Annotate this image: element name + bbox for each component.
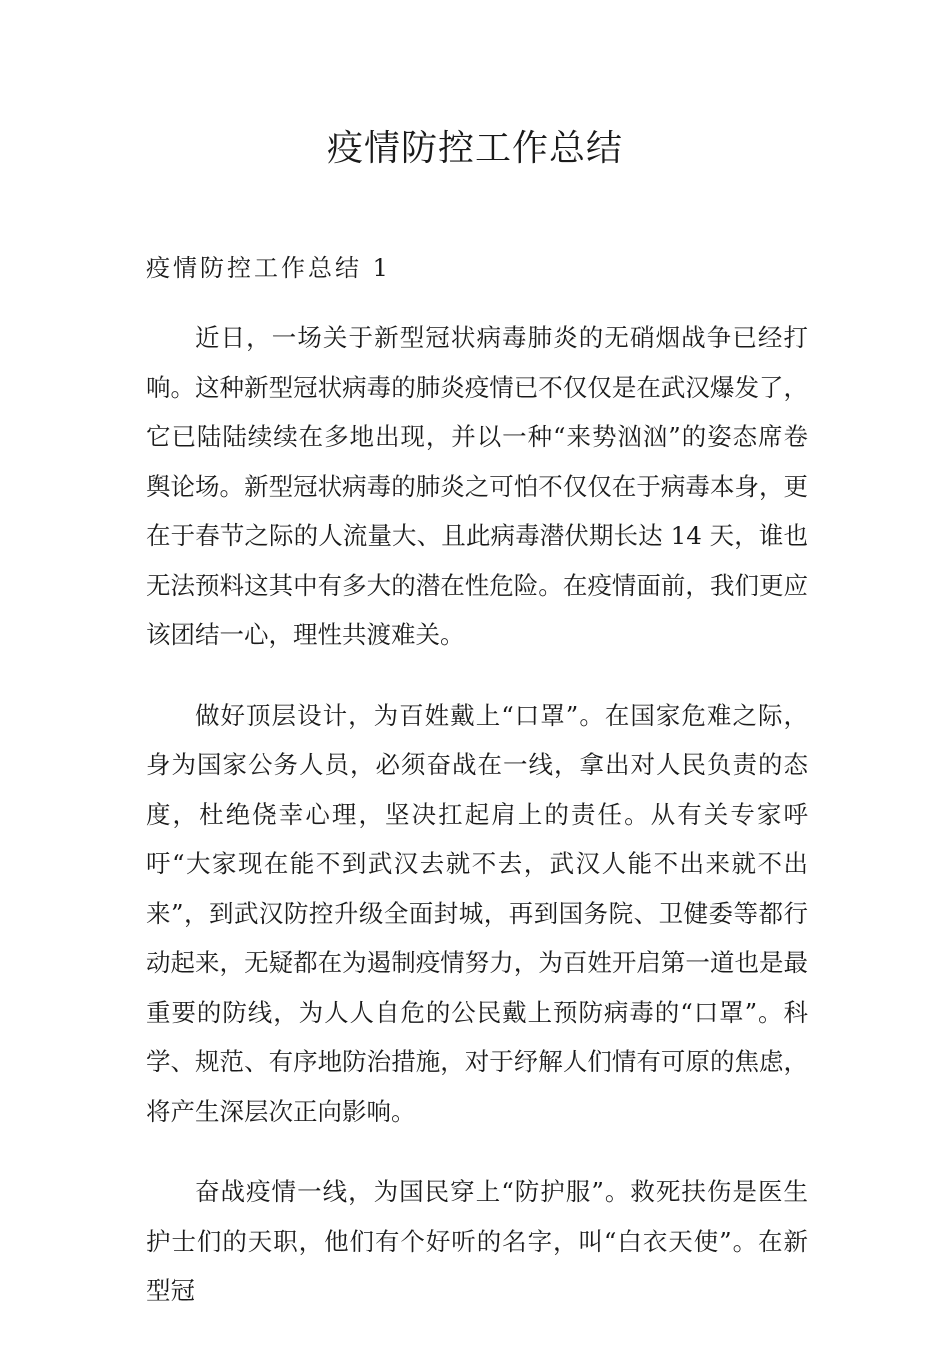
document-body: [146, 313, 808, 1347]
paragraph-3: 奋战疫情一线，为国民穿上“防护服”。救死扶伤是医生护士们的天职，他们有个好听的名字，叫“白衣天使”。在新型冠: [146, 1177, 808, 1305]
section-heading: 疫情防控工作总结 1: [146, 254, 391, 282]
paragraph-1: 近日，一场关于新型冠状病毒肺炎的无硝烟战争已经打响。这种新型冠状病毒的肺炎疫情已不仅仅是在武汉爆发了，它已陆陆续续在多地出现，并以一种“来势汹汹”的姿态席卷舆论场。新型冠状病毒的肺炎之可怕不仅仅在于病毒本身，更在于春节之际的人流量大、且此病毒潜伏期长达 14 天，谁也无法预料这其中有多大的潜在性危险。在疫情面前，我们更应该团结一心，理性共渡难关。: [146, 323, 808, 649]
document-title: 疫情防控工作总结: [326, 128, 623, 169]
paragraph-2: 做好顶层设计，为百姓戴上“口罩”。在国家危难之际，身为国家公务人员，必须奋战在一线，拿出对人民负责的态度，杜绝侥幸心理，坚决扛起肩上的责任。从有关专家呼吁“大家现在能不到武汉去就不去，武汉人能不出来就不出来”，到武汉防控升级全面封城，再到国务院、卫健委等都行动起来，无疑都在为遏制疫情努力，为百姓开启第一道也是最重要的防线，为人人自危的公民戴上预防病毒的“口罩”。科学、规范、有序地防治措施，对于纾解人们情有可原的焦虑，将产生深层次正向影响。: [146, 700, 808, 1126]
